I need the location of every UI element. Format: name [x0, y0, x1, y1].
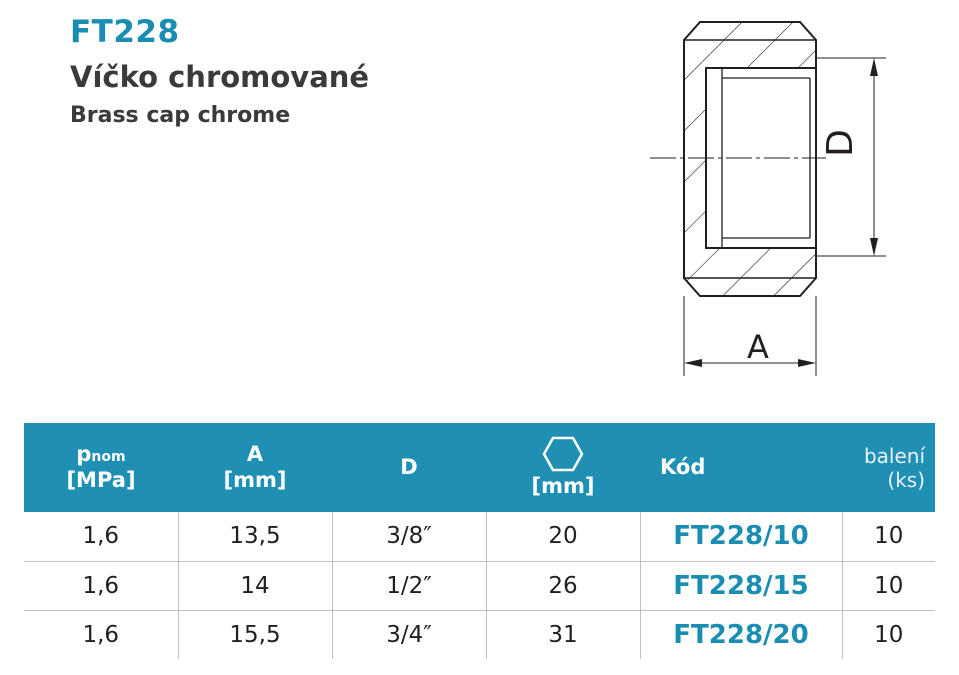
dimension-a-label: A	[747, 328, 769, 366]
cell-a: 13,5	[178, 512, 332, 561]
cell-kod: FT228/10	[640, 512, 842, 561]
table-row	[24, 610, 935, 659]
cell-pnom: 1,6	[24, 512, 178, 561]
cell-a: 14	[178, 561, 332, 610]
cell-pnom: 1,6	[24, 561, 178, 610]
technical-drawing	[640, 10, 940, 390]
cell-d: 3/4″	[332, 610, 486, 659]
col-header-a: A [mm]	[178, 423, 332, 512]
cell-hex: 31	[486, 610, 640, 659]
cell-hex: 20	[486, 512, 640, 561]
col-header-package: balení (ks)	[842, 423, 935, 512]
product-name-english: Brass cap chrome	[70, 103, 291, 128]
col-header-pnom: pnom [MPa]	[24, 423, 178, 512]
col-header-d: D	[332, 423, 486, 512]
cell-package: 10	[842, 512, 935, 561]
cell-d: 3/8″	[332, 512, 486, 561]
hexagon-icon	[542, 436, 584, 472]
cell-kod: FT228/20	[640, 610, 842, 659]
cell-a: 15,5	[178, 610, 332, 659]
cell-pnom: 1,6	[24, 610, 178, 659]
col-header-kod: Kód	[640, 423, 842, 512]
table-row	[24, 512, 935, 561]
cell-hex: 26	[486, 561, 640, 610]
table-header-row	[24, 423, 935, 512]
cell-d: 1/2″	[332, 561, 486, 610]
product-name-czech: Víčko chromované	[70, 60, 370, 94]
cell-package: 10	[842, 561, 935, 610]
cell-kod: FT228/15	[640, 561, 842, 610]
dimension-d-label: D	[820, 129, 861, 157]
spec-table	[24, 423, 935, 659]
col-header-hex: [mm]	[486, 423, 640, 512]
cell-package: 10	[874, 621, 904, 648]
product-code-title: FT228	[70, 14, 180, 50]
table-row	[24, 561, 935, 610]
